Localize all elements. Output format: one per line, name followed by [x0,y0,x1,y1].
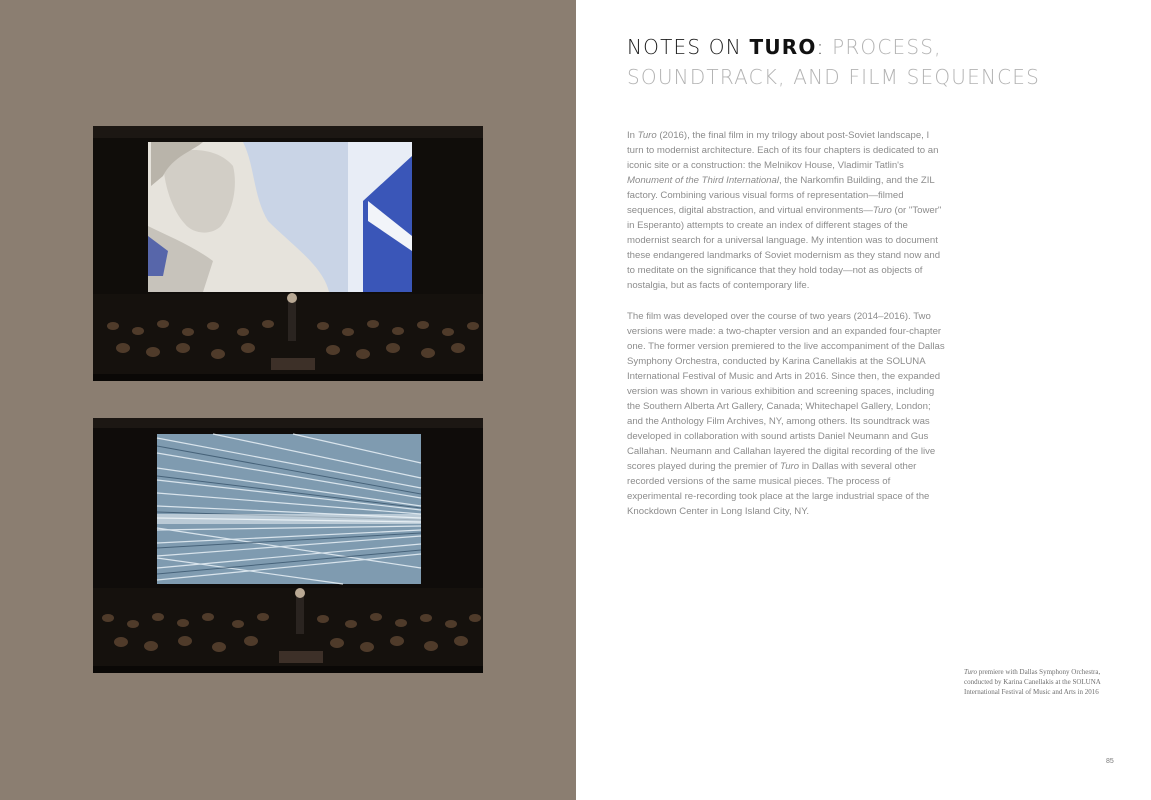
title-colon: : [816,35,833,59]
text-run-italic-3: Monument of the Third International [627,175,779,187]
text-run-0: The film was developed over the course of two years (2014–2016). Two versions were made: a two-chapter version and an expanded four-chapter one. The former version premiered to the live accompaniment of the Dallas Symphony Orchestra, conducted by Karina Canellakis at the SOLUNA International Festival of Music and Arts in 2016. Since then, the expanded version was shown in various exhibition and screening spaces, including the Southern Alberta Art Gallery, Canada; Whitechapel Gallery, London; and the Anthology Film Archives, NY, among others. Its soundtrack was developed in collaboration with sound artists Daniel Neumann and Gus Callahan. Neumann and Callahan layered the digital recording of the live scores played during the premier of [627,310,945,472]
title-subtitle-line2: SOUNDTRACK, AND FILM SEQUENCES [627,65,1041,89]
title-prefix: NOTES ON [627,35,750,59]
text-run-italic-1: Turo [637,130,657,141]
paragraph-1 [627,128,947,294]
caption-text: premiere with Dallas Symphony Orchestra, conducted by Karina Canellakis at the SOLUNA International Festival of Music and Arts in 2016 [964,668,1101,696]
caption-film-name: Turo [964,668,977,676]
photo-caption [964,668,1124,697]
text-run-2: in Dallas with several other recorded versions of the same musical pieces. The process of experimental re-recording took place at the large industrial space of the Knockdown Center in Long Island City, NY. [627,460,930,518]
concert-photo-statue [93,126,483,381]
right-page [576,0,1151,800]
title-subtitle-line1: PROCESS, [832,35,942,59]
text-run-italic-1: Turo [780,460,800,472]
text-run-2: (2016), the final film in my trilogy about post-Soviet landscape, I turn to modernist architecture. Each of its four chapters is dedicated to an iconic site or a construction: the Melnikov House, Vladimir Tatlin's [627,130,939,172]
page-number: 85 [1106,758,1114,765]
text-run-italic-5: Turo [872,205,892,217]
page-title [627,32,1067,92]
concert-photo-statue-image [93,126,483,381]
paragraph-2 [627,309,947,520]
text-run-4: , the Narkomfin Building, and the ZIL factory. Combining various visual forms of representation—filmed sequences, digital abstraction, and virtual environments— [627,175,935,217]
text-run-0: In [627,130,638,141]
title-film-name: TURO [749,35,817,59]
concert-photo-abstract [93,418,483,673]
body-text [627,128,947,534]
text-run-6: (or "Tower" in Esperanto) attempts to create an index of different stages of the modernist search for a universal language. My intention was to document these endangered landmarks of Soviet modernism as they stand now and to meditate on the significance that they hold today—not as objects of nostalgia, but as facts of contemporary life. [627,205,942,292]
concert-photo-abstract-image [93,418,483,673]
